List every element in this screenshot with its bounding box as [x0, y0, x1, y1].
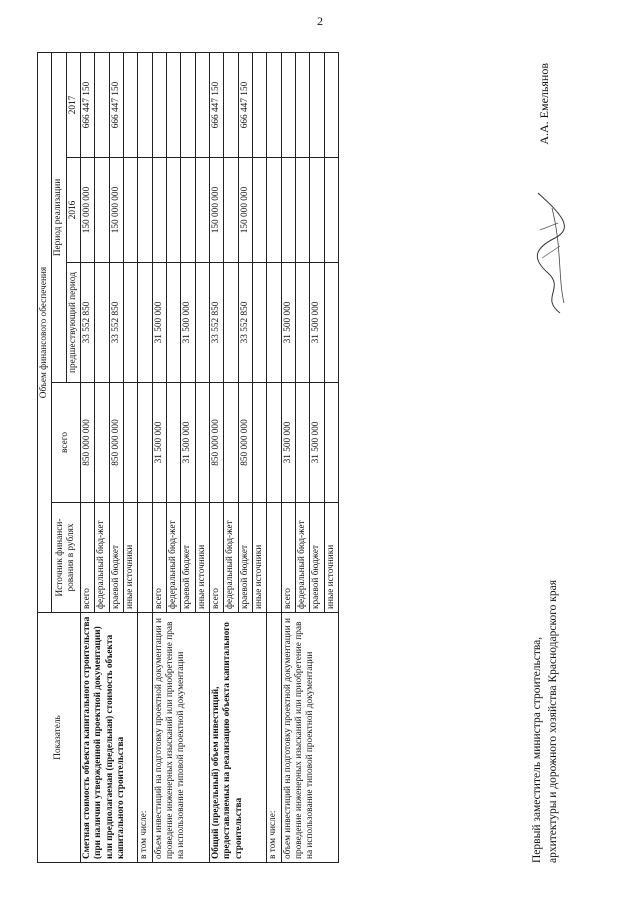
source-cell: федеральный бюд-жет: [95, 503, 109, 613]
source-cell: иные источники: [252, 503, 266, 613]
value-cell: 150 000 000: [109, 158, 123, 263]
value-cell: 150 000 000: [209, 158, 223, 263]
value-cell: [123, 52, 137, 157]
value-cell: [181, 158, 195, 263]
value-cell: [324, 158, 338, 263]
value-cell: [123, 383, 137, 503]
value-cell: [95, 383, 109, 503]
value-cell: [152, 158, 166, 263]
value-cell: [181, 52, 195, 157]
value-cell: 33 552 850: [238, 263, 252, 383]
indicator-cell: объем инвестиций на подготовку проектной документации и проведение инженерных изысканий или приобретение прав на использование типовой проектной документации: [152, 613, 209, 863]
value-cell: [310, 52, 324, 157]
signatory-name: А.А. Емельянов: [537, 63, 551, 145]
empty-cell: [138, 383, 152, 503]
value-cell: [123, 158, 137, 263]
indicator-cell: в том числе:: [138, 613, 152, 863]
source-cell: федеральный бюд-жет: [295, 503, 309, 613]
source-cell: федеральный бюд-жет: [224, 503, 238, 613]
value-cell: [195, 158, 209, 263]
signatory-position: [530, 303, 561, 863]
header-year-2016: 2016: [66, 158, 80, 263]
table-body: [80, 52, 338, 862]
value-cell: [224, 52, 238, 157]
table-row: [281, 52, 295, 862]
empty-cell: [138, 263, 152, 383]
header-financing-volume: Объем финансового обеспечения: [38, 52, 52, 612]
value-cell: [195, 52, 209, 157]
value-cell: [295, 383, 309, 503]
table-row: [267, 52, 281, 862]
source-cell: краевой бюджет: [238, 503, 252, 613]
header-year-2017: 2017: [66, 52, 80, 157]
header-total: всего: [52, 383, 81, 503]
table-row: [80, 52, 94, 862]
indicator-cell: Сметная стоимость объекта капитального строительства (при наличии утвержденной проектной документации) или предполагаемая (предельная) стоимость объекта капитального строительства: [80, 613, 137, 863]
header-period: Период реализации: [52, 52, 66, 382]
source-cell: федеральный бюд-жет: [166, 503, 180, 613]
value-cell: [224, 263, 238, 383]
value-cell: 850 000 000: [209, 383, 223, 503]
value-cell: 33 552 850: [80, 263, 94, 383]
value-cell: [95, 263, 109, 383]
financing-table: [37, 52, 339, 863]
empty-cell: [138, 52, 152, 157]
value-cell: 150 000 000: [238, 158, 252, 263]
indicator-cell: в том числе:: [267, 613, 281, 863]
value-cell: [166, 383, 180, 503]
value-cell: [252, 263, 266, 383]
financing-table-wrapper: [37, 53, 339, 863]
table-row: [152, 52, 166, 862]
value-cell: 31 500 000: [310, 263, 324, 383]
value-cell: 31 500 000: [152, 383, 166, 503]
indicator-cell: Общий (предельный) объем инвестиций, предоставляемых на реализацию объекта капитального строительства: [209, 613, 266, 863]
header-source: Источник финанси-рования в рублях: [52, 503, 81, 613]
header-indicator: Показатель: [38, 613, 81, 863]
source-cell: иные источники: [324, 503, 338, 613]
signatory-position-line-2: архитектуры и дорожного хозяйства Краснодарского края: [546, 579, 559, 863]
value-cell: 31 500 000: [181, 263, 195, 383]
source-cell: всего: [80, 503, 94, 613]
indicator-cell: объем инвестиций на подготовку проектной документации и проведение инженерных изысканий или приобретение прав на использование типовой проектной документации: [281, 613, 338, 863]
value-cell: [252, 52, 266, 157]
value-cell: 31 500 000: [310, 383, 324, 503]
value-cell: 33 552 850: [109, 263, 123, 383]
source-cell: всего: [281, 503, 295, 613]
value-cell: [295, 158, 309, 263]
page-number: 2: [317, 14, 323, 28]
empty-cell: [267, 158, 281, 263]
value-cell: 666 447 150: [209, 52, 223, 157]
value-cell: 150 000 000: [80, 158, 94, 263]
source-cell: краевой бюджет: [310, 503, 324, 613]
value-cell: 33 552 850: [209, 263, 223, 383]
value-cell: 666 447 150: [238, 52, 252, 157]
value-cell: [295, 52, 309, 157]
empty-cell: [138, 503, 152, 613]
value-cell: [123, 263, 137, 383]
value-cell: [224, 383, 238, 503]
value-cell: [324, 52, 338, 157]
header-year-previous: предшествующий период: [66, 263, 80, 383]
value-cell: [324, 263, 338, 383]
source-cell: всего: [152, 503, 166, 613]
table-row: [209, 52, 223, 862]
value-cell: 666 447 150: [109, 52, 123, 157]
value-cell: [195, 263, 209, 383]
value-cell: [281, 158, 295, 263]
signatory-position-line-1: Первый заместитель министра строительства,: [531, 636, 543, 863]
value-cell: [166, 158, 180, 263]
value-cell: [95, 52, 109, 157]
source-cell: всего: [209, 503, 223, 613]
value-cell: 850 000 000: [80, 383, 94, 503]
value-cell: [152, 52, 166, 157]
value-cell: [281, 52, 295, 157]
value-cell: [252, 383, 266, 503]
source-cell: иные источники: [123, 503, 137, 613]
value-cell: 850 000 000: [238, 383, 252, 503]
value-cell: [195, 383, 209, 503]
source-cell: краевой бюджет: [181, 503, 195, 613]
value-cell: 666 447 150: [80, 52, 94, 157]
source-cell: иные источники: [195, 503, 209, 613]
value-cell: [252, 158, 266, 263]
table-row: [138, 52, 152, 862]
value-cell: 31 500 000: [181, 383, 195, 503]
empty-cell: [267, 383, 281, 503]
value-cell: 31 500 000: [281, 263, 295, 383]
value-cell: [295, 263, 309, 383]
empty-cell: [138, 158, 152, 263]
value-cell: [166, 263, 180, 383]
value-cell: 850 000 000: [109, 383, 123, 503]
value-cell: 31 500 000: [281, 383, 295, 503]
value-cell: [95, 158, 109, 263]
empty-cell: [267, 263, 281, 383]
value-cell: [324, 383, 338, 503]
value-cell: 31 500 000: [152, 263, 166, 383]
empty-cell: [267, 52, 281, 157]
value-cell: [310, 158, 324, 263]
empty-cell: [267, 503, 281, 613]
source-cell: краевой бюджет: [109, 503, 123, 613]
value-cell: [224, 158, 238, 263]
rotated-page-content: [25, 50, 615, 885]
value-cell: [166, 52, 180, 157]
handwritten-signature: [530, 188, 570, 318]
